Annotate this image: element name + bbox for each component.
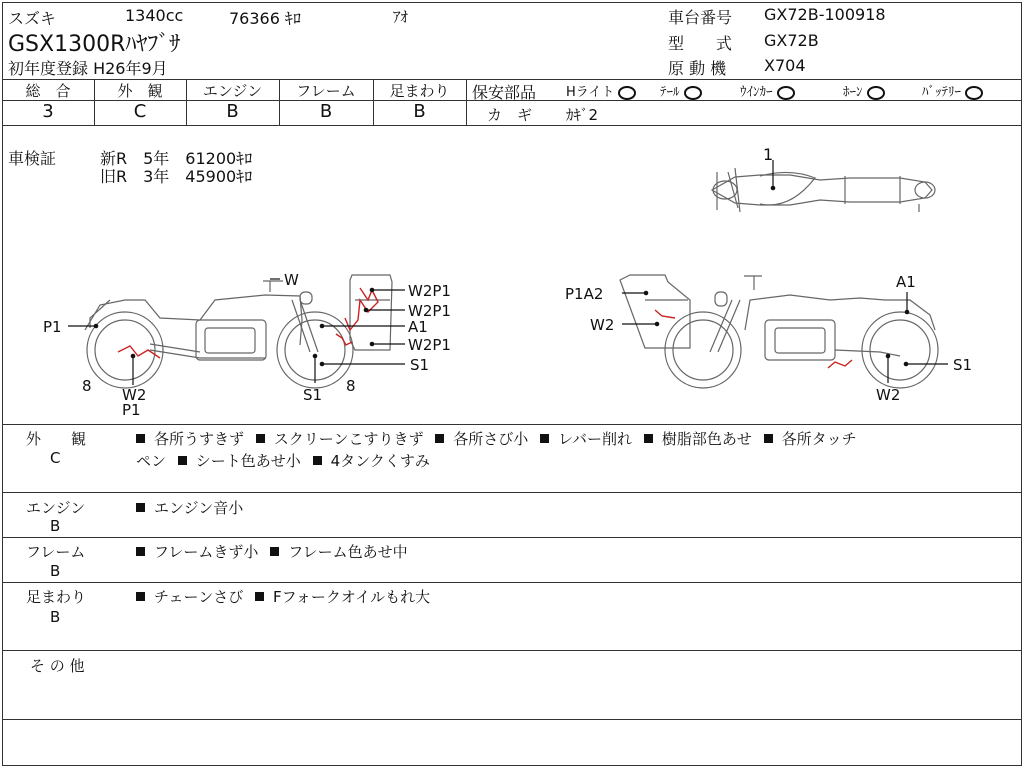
safety-item: Hライト <box>566 81 636 100</box>
inspection-new: 新R 5年 61200ｷﾛ <box>100 149 253 168</box>
notes-frame-label: フレーム <box>26 543 86 561</box>
diagram-label: W2P1 <box>408 336 451 354</box>
bullet-square-icon <box>540 434 549 443</box>
right-side-bike <box>620 275 938 388</box>
bullet-square-icon <box>136 434 145 443</box>
bullet-square-icon <box>270 547 279 556</box>
diagram-label: W2 <box>590 316 615 334</box>
diagram-label: W2 <box>122 386 147 404</box>
bullet-square-icon <box>644 434 653 443</box>
notes-engine-items: エンジン音小 <box>136 497 243 518</box>
inspection-old: 旧R 3年 45900ｷﾛ <box>100 167 253 186</box>
engine-label: エンジン <box>202 82 263 100</box>
overall-grade: 3 <box>42 101 54 122</box>
diagram-label: W <box>284 271 299 289</box>
diagram-label: 8 <box>82 377 92 395</box>
notes-exterior-label: 外 観 <box>26 430 87 448</box>
exterior-label: 外 観 <box>117 82 163 100</box>
frame-no: GX72B-100918 <box>764 5 886 24</box>
safety-item: ﾃｰﾙ <box>660 81 702 100</box>
diagram-label: A1 <box>408 318 428 336</box>
bullet-square-icon <box>136 503 145 512</box>
notes-exterior-grade: C <box>50 449 61 467</box>
bullet-square-icon <box>256 434 265 443</box>
notes-frame-grade: B <box>50 562 61 580</box>
mileage: 76366 ｷﾛ <box>229 9 301 28</box>
bullet-square-icon <box>178 456 187 465</box>
engine-grade: B <box>226 101 239 122</box>
suspension-label: 足まわり <box>389 82 450 100</box>
notes-suspension-label: 足まわり <box>26 588 87 606</box>
bullet-square-icon <box>255 592 264 601</box>
notes-exterior-line1: 各所うすきず スクリーンこすりきず 各所さび小 レバー削れ 樹脂部色あせ 各所タッチ <box>136 428 857 449</box>
first-registration: 初年度登録 H26年9月 <box>8 59 168 78</box>
diagram-label: W2P1 <box>408 302 451 320</box>
inspection-label: 車検証 <box>8 149 57 168</box>
displacement: 1340cc <box>125 6 184 25</box>
left-side-bike <box>85 275 392 388</box>
notes-suspension-grade: B <box>50 608 61 626</box>
diagram-label: P1 <box>43 318 62 336</box>
notes-other-label: そ の 他 <box>30 657 85 675</box>
diagram-label: W2P1 <box>408 282 451 300</box>
bullet-square-icon <box>313 456 322 465</box>
frame-grade: B <box>319 101 333 122</box>
bullet-square-icon <box>136 592 145 601</box>
notes-engine-label: エンジン <box>26 499 86 517</box>
diagram-label: S1 <box>953 356 973 374</box>
notes-exterior-line2: ペン シート色あせ小 4タンクくすみ <box>136 452 430 470</box>
bullet-square-icon <box>764 434 773 443</box>
safety-label: 保安部品 <box>472 83 537 102</box>
type-value: GX72B <box>764 31 819 50</box>
maker: スズキ <box>8 9 57 28</box>
frame-label: フレーム <box>296 82 356 100</box>
frame-no-label: 車台番号 <box>668 8 733 27</box>
diagram-label: W2 <box>876 386 901 404</box>
notes-engine-grade: B <box>50 517 61 535</box>
engine-model-label: 原 動 機 <box>668 59 727 78</box>
diagram-label: S1 <box>410 356 430 374</box>
diagram-label: P1A2 <box>565 285 604 303</box>
suspension-grade: B <box>413 101 426 122</box>
notes-suspension-items: チェーンさび Fフォークオイルもれ大 <box>136 586 430 607</box>
safety-item: ﾎｰﾝ <box>843 81 885 100</box>
exterior-grade: C <box>133 101 147 122</box>
type-label: 型 式 <box>668 34 733 53</box>
key-label: カ ギ <box>487 106 533 124</box>
diagram-label: A1 <box>896 273 916 291</box>
safety-item: ﾊﾞｯﾃﾘｰ <box>922 81 983 100</box>
notes-frame-items: フレームきず小 フレーム色あせ中 <box>136 541 408 562</box>
overall-label: 総 合 <box>25 82 71 100</box>
model-name: GSX1300Rﾊﾔﾌﾞｻ <box>8 32 181 57</box>
bullet-square-icon <box>136 547 145 556</box>
diagram-label: P1 <box>122 401 141 419</box>
bullet-square-icon <box>435 434 444 443</box>
safety-item: ｳｲﾝｶｰ <box>740 81 795 100</box>
top-view-bike <box>712 168 935 212</box>
color: ｱｵ <box>393 8 409 26</box>
diagram-label: 8 <box>346 377 356 395</box>
diagram-label: 1 <box>763 145 774 164</box>
engine-model: X704 <box>764 56 806 75</box>
diagram-label: S1 <box>303 386 323 404</box>
key-value: ｶｷﾞ2 <box>566 106 599 124</box>
